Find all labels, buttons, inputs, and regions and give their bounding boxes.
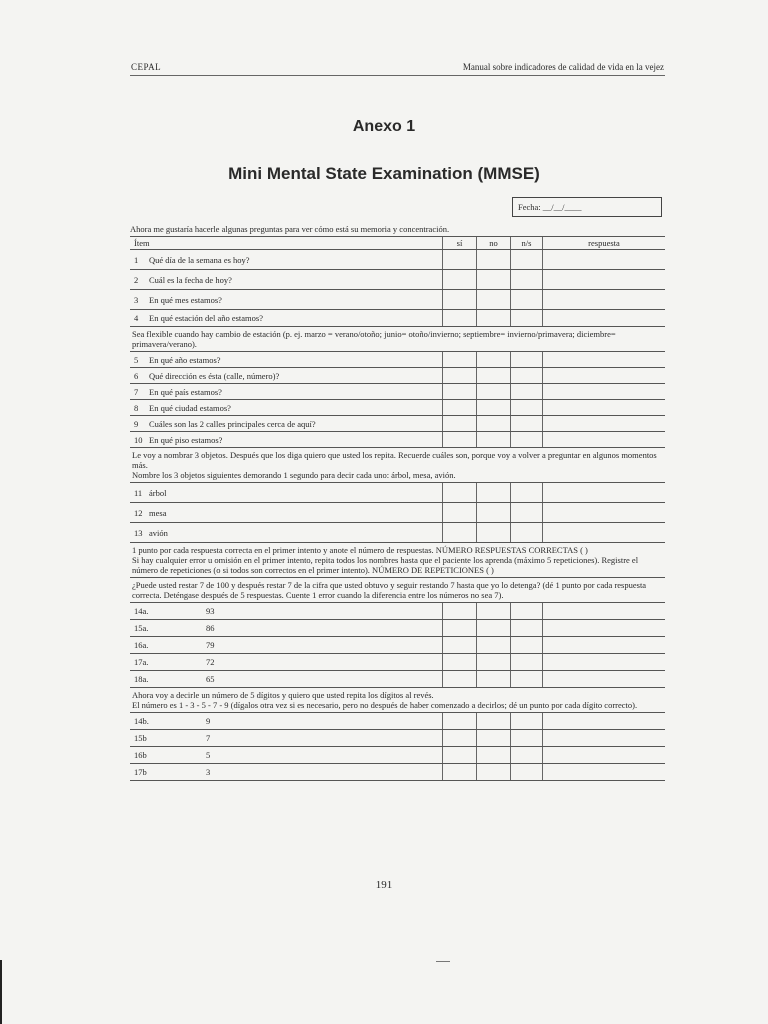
item-question: En qué mes estamos? bbox=[149, 294, 222, 305]
answer-si[interactable] bbox=[442, 270, 476, 289]
table-row bbox=[130, 249, 665, 269]
answer-respuesta[interactable] bbox=[542, 310, 665, 326]
table-row bbox=[130, 746, 665, 763]
table-row bbox=[130, 522, 665, 542]
item-number: 7 bbox=[134, 386, 139, 397]
answer-si[interactable] bbox=[442, 620, 476, 636]
item-number: 11 bbox=[134, 487, 143, 498]
answer-respuesta[interactable] bbox=[542, 368, 665, 383]
answer-respuesta[interactable] bbox=[542, 764, 665, 780]
answer-no[interactable] bbox=[476, 270, 510, 289]
mmse-form bbox=[130, 220, 665, 781]
item-number: 9 bbox=[134, 418, 139, 429]
repetitions-note: Si hay cualquier error u omisión en el primer intento, repita todos los nombres hasta que el paciente los aprenda (máximo 5 repeticiones). Registre el número de repeticiones (o si todos son correctos en el primer intento). NÚMERO DE REPETICIONES ( ) bbox=[132, 555, 639, 575]
answer-si[interactable] bbox=[442, 637, 476, 653]
instruction-note bbox=[130, 447, 665, 482]
answer-ns[interactable] bbox=[510, 603, 542, 619]
item-number: 12 bbox=[134, 507, 143, 518]
answer-si[interactable] bbox=[442, 483, 476, 502]
item-value: 9 bbox=[206, 716, 211, 726]
item-question: En qué ciudad estamos? bbox=[149, 402, 231, 413]
answer-ns[interactable] bbox=[510, 637, 542, 653]
registration-instruction: Nombre los 3 objetos siguientes demorando 1 segundo para decir cada uno: árbol, mesa, avión. bbox=[132, 470, 456, 480]
answer-respuesta[interactable] bbox=[542, 270, 665, 289]
answer-si[interactable] bbox=[442, 747, 476, 763]
answer-si[interactable] bbox=[442, 432, 476, 447]
answer-si[interactable] bbox=[442, 603, 476, 619]
item-number: 16a. bbox=[134, 640, 149, 650]
table-row bbox=[130, 482, 665, 502]
instruction-note: Sea flexible cuando hay cambio de estación (p. ej. marzo = verano/otoño; junio= otoño/invierno; septiembre= invierno/primavera; diciembre= primavera/verano). bbox=[130, 326, 665, 351]
item-number: 17b bbox=[134, 767, 147, 777]
serial-sevens-note: ¿Puede usted restar 7 de 100 y después restar 7 de la cifra que usted obtuvo y seguir restando 7 hasta que yo lo detenga? (dé 1 punto por cada respuesta correcta. Deténgase después de 5 respuestas. Cuente 1 error cuando la diferencia entre los números no sea 7). bbox=[130, 577, 665, 602]
answer-no[interactable] bbox=[476, 747, 510, 763]
item-value: 79 bbox=[206, 640, 215, 650]
header-divider bbox=[130, 75, 665, 76]
answer-si[interactable] bbox=[442, 368, 476, 383]
col-ns: n/s bbox=[510, 237, 542, 249]
item-number: 14b. bbox=[134, 716, 149, 726]
table-row bbox=[130, 351, 665, 367]
answer-respuesta[interactable] bbox=[542, 290, 665, 309]
answer-si[interactable] bbox=[442, 384, 476, 399]
answer-no[interactable] bbox=[476, 730, 510, 746]
item-number: 5 bbox=[134, 354, 139, 365]
answer-respuesta[interactable] bbox=[542, 713, 665, 729]
table-row bbox=[130, 602, 665, 619]
answer-si[interactable] bbox=[442, 400, 476, 415]
answer-no[interactable] bbox=[476, 671, 510, 687]
digit-span-instruction: El número es 1 - 3 - 5 - 7 - 9 (dígalos otra vez si es necesario, pero no después de haber comenzado a decirlos; dé un punto por cada dígito correcto). bbox=[132, 700, 638, 710]
answer-si[interactable] bbox=[442, 310, 476, 326]
item-question: En qué piso estamos? bbox=[149, 434, 223, 445]
answer-no[interactable] bbox=[476, 384, 510, 399]
answer-no[interactable] bbox=[476, 310, 510, 326]
answer-ns[interactable] bbox=[510, 416, 542, 431]
table-row bbox=[130, 653, 665, 670]
answer-no[interactable] bbox=[476, 352, 510, 367]
answer-respuesta[interactable] bbox=[542, 523, 665, 542]
item-number: 17a. bbox=[134, 657, 149, 667]
answer-ns[interactable] bbox=[510, 483, 542, 502]
item-number: 14a. bbox=[134, 606, 149, 616]
col-item: Ítem bbox=[134, 238, 150, 248]
answer-si[interactable] bbox=[442, 671, 476, 687]
answer-no[interactable] bbox=[476, 620, 510, 636]
answer-ns[interactable] bbox=[510, 368, 542, 383]
digit-span-intro: Ahora voy a decirle un número de 5 dígitos y quiero que usted repita los dígitos al revés. bbox=[132, 690, 434, 700]
item-value: 5 bbox=[206, 750, 211, 760]
answer-respuesta[interactable] bbox=[542, 730, 665, 746]
table-row bbox=[130, 289, 665, 309]
table-header bbox=[130, 236, 665, 249]
item-value: 72 bbox=[206, 657, 215, 667]
answer-ns[interactable] bbox=[510, 730, 542, 746]
table-row bbox=[130, 399, 665, 415]
answer-no[interactable] bbox=[476, 250, 510, 269]
item-value: 3 bbox=[206, 767, 211, 777]
item-question: mesa bbox=[149, 507, 167, 518]
item-number: 18a. bbox=[134, 674, 149, 684]
table-row bbox=[130, 383, 665, 399]
table-row bbox=[130, 431, 665, 447]
answer-respuesta[interactable] bbox=[542, 637, 665, 653]
answer-respuesta[interactable] bbox=[542, 747, 665, 763]
answer-no[interactable] bbox=[476, 523, 510, 542]
answer-ns[interactable] bbox=[510, 270, 542, 289]
answer-si[interactable] bbox=[442, 523, 476, 542]
answer-no[interactable] bbox=[476, 637, 510, 653]
answer-respuesta[interactable] bbox=[542, 483, 665, 502]
registration-intro: Le voy a nombrar 3 objetos. Después que los diga quiero que usted los repita. Recuerde cuáles son, porque voy a volver a preguntar en algunos momentos más. bbox=[132, 450, 657, 470]
answer-si[interactable] bbox=[442, 503, 476, 522]
table-row bbox=[130, 636, 665, 653]
col-si: sí bbox=[442, 237, 476, 249]
answer-si[interactable] bbox=[442, 290, 476, 309]
item-question: Cuál es la fecha de hoy? bbox=[149, 274, 232, 285]
item-question: En qué país estamos? bbox=[149, 386, 222, 397]
answer-ns[interactable] bbox=[510, 671, 542, 687]
item-value: 93 bbox=[206, 606, 215, 616]
item-question: avión bbox=[149, 527, 168, 538]
item-value: 86 bbox=[206, 623, 215, 633]
item-question: En qué año estamos? bbox=[149, 354, 221, 365]
table-row bbox=[130, 415, 665, 431]
item-number: 1 bbox=[134, 254, 139, 265]
intro-text: Ahora me gustaría hacerle algunas preguntas para ver cómo está su memoria y concentración. bbox=[130, 224, 450, 234]
answer-si[interactable] bbox=[442, 764, 476, 780]
page-title: Anexo 1 bbox=[352, 118, 416, 135]
item-number: 16b bbox=[134, 750, 147, 760]
answer-no[interactable] bbox=[476, 416, 510, 431]
answer-ns[interactable] bbox=[510, 747, 542, 763]
answer-no[interactable] bbox=[476, 368, 510, 383]
answer-ns[interactable] bbox=[510, 384, 542, 399]
answer-respuesta[interactable] bbox=[542, 503, 665, 522]
item-question: árbol bbox=[149, 487, 167, 498]
answer-ns[interactable] bbox=[510, 310, 542, 326]
answer-si[interactable] bbox=[442, 416, 476, 431]
answer-no[interactable] bbox=[476, 503, 510, 522]
group-orientation-time bbox=[130, 249, 665, 326]
table-row bbox=[130, 502, 665, 522]
answer-no[interactable] bbox=[476, 654, 510, 670]
answer-ns[interactable] bbox=[510, 654, 542, 670]
answer-ns[interactable] bbox=[510, 400, 542, 415]
group-registration bbox=[130, 482, 665, 542]
item-question: Cuáles son las 2 calles principales cerca de aquí? bbox=[149, 418, 316, 429]
table-row bbox=[130, 712, 665, 729]
item-question: En qué estación del año estamos? bbox=[149, 313, 264, 323]
item-number: 15a. bbox=[134, 623, 149, 633]
group-orientation-place bbox=[130, 351, 665, 447]
table-row bbox=[130, 367, 665, 383]
page-number: 191 bbox=[375, 879, 393, 891]
correct-answers-note: 1 punto por cada respuesta correcta en el primer intento y anote el número de respuestas. NÚMERO RESPUESTAS CORRECTAS ( ) bbox=[132, 545, 588, 555]
answer-ns[interactable] bbox=[510, 523, 542, 542]
table-row bbox=[130, 619, 665, 636]
header-right: Manual sobre indicadores de calidad de vida en la vejez bbox=[462, 62, 664, 72]
answer-si[interactable] bbox=[442, 250, 476, 269]
answer-respuesta[interactable] bbox=[542, 603, 665, 619]
item-number: 4 bbox=[134, 313, 139, 323]
answer-ns[interactable] bbox=[510, 250, 542, 269]
answer-ns[interactable] bbox=[510, 290, 542, 309]
answer-respuesta[interactable] bbox=[542, 352, 665, 367]
item-number: 13 bbox=[134, 527, 143, 538]
answer-respuesta[interactable] bbox=[542, 384, 665, 399]
answer-no[interactable] bbox=[476, 483, 510, 502]
answer-ns[interactable] bbox=[510, 503, 542, 522]
item-question: Qué dirección es ésta (calle, número)? bbox=[149, 370, 280, 381]
answer-ns[interactable] bbox=[510, 764, 542, 780]
item-number: 10 bbox=[134, 434, 143, 445]
page-subtitle: Mini Mental State Examination (MMSE) bbox=[228, 164, 540, 183]
answer-si[interactable] bbox=[442, 713, 476, 729]
item-value: 7 bbox=[206, 733, 211, 743]
item-number: 8 bbox=[134, 402, 139, 413]
table-row bbox=[130, 670, 665, 687]
instruction-note bbox=[130, 687, 665, 712]
col-no: no bbox=[476, 237, 510, 249]
answer-respuesta[interactable] bbox=[542, 416, 665, 431]
answer-no[interactable] bbox=[476, 603, 510, 619]
answer-respuesta[interactable] bbox=[542, 432, 665, 447]
answer-ns[interactable] bbox=[510, 432, 542, 447]
instruction-note bbox=[130, 542, 665, 577]
header-left: CEPAL bbox=[131, 62, 162, 72]
answer-respuesta[interactable] bbox=[542, 250, 665, 269]
answer-no[interactable] bbox=[476, 290, 510, 309]
group-serial-sevens bbox=[130, 602, 665, 687]
answer-no[interactable] bbox=[476, 400, 510, 415]
table-row bbox=[130, 763, 665, 781]
table-row bbox=[130, 269, 665, 289]
scan-edge bbox=[0, 960, 2, 1024]
answer-no[interactable] bbox=[476, 713, 510, 729]
answer-ns[interactable] bbox=[510, 713, 542, 729]
table-row bbox=[130, 309, 665, 326]
answer-ns[interactable] bbox=[510, 352, 542, 367]
group-digit-span bbox=[130, 712, 665, 781]
answer-no[interactable] bbox=[476, 764, 510, 780]
item-number: 3 bbox=[134, 294, 139, 305]
col-respuesta: respuesta bbox=[542, 237, 665, 249]
answer-no[interactable] bbox=[476, 432, 510, 447]
answer-si[interactable] bbox=[442, 730, 476, 746]
table-row bbox=[130, 729, 665, 746]
answer-si[interactable] bbox=[442, 352, 476, 367]
item-value: 65 bbox=[206, 674, 215, 684]
item-number: 15b bbox=[134, 733, 147, 743]
item-number: 6 bbox=[134, 370, 139, 381]
answer-respuesta[interactable] bbox=[542, 400, 665, 415]
answer-si[interactable] bbox=[442, 654, 476, 670]
date-field[interactable]: Fecha: __/__/____ bbox=[512, 197, 662, 217]
scan-mark bbox=[436, 961, 450, 962]
item-number: 2 bbox=[134, 274, 139, 285]
answer-respuesta[interactable] bbox=[542, 654, 665, 670]
answer-respuesta[interactable] bbox=[542, 620, 665, 636]
item-question: Qué día de la semana es hoy? bbox=[149, 254, 250, 265]
answer-ns[interactable] bbox=[510, 620, 542, 636]
answer-respuesta[interactable] bbox=[542, 671, 665, 687]
